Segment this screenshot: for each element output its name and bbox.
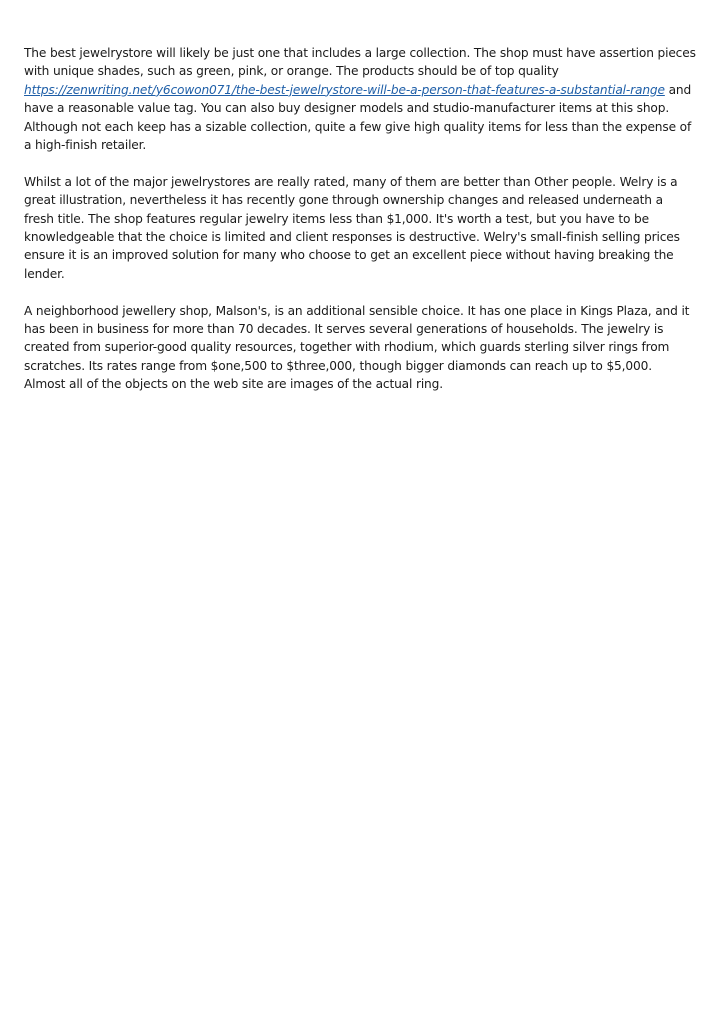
paragraph-1 <box>24 44 696 154</box>
paragraph-1-text-end: and have a reasonable value tag. You can also buy designer models and studio-manufacturer items at this shop. Although not each keep has a sizable collection, quite a few give high quality items for less than the expense of a high-finish retailer. <box>24 82 692 153</box>
paragraph-1-text-start: The best jewelrystore will likely be just one that includes a large collection. The shop must have assertion pieces with unique shades, such as green, pink, or orange. The products should be of top quality <box>24 46 696 79</box>
article-link[interactable]: https://zenwriting.net/y6cowon071/the-best-jewelrystore-will-be-a-person-that-features-a-substantial-range <box>24 82 665 97</box>
paragraph-3: A neighborhood jewellery shop, Malson's, is an additional sensible choice. It has one place in Kings Plaza, and it has been in business for more than 70 decades. It serves several generations of households. The jewelry is created from superior-good quality resources, together with rhodium, which guards sterling silver rings from scratches. Its rates range from $one,500 to $three,000, though bigger diamonds can reach up to $5,000. Almost all of the objects on the web site are images of the actual ring. <box>24 303 690 392</box>
paragraph-2: Whilst a lot of the major jewelrystores are really rated, many of them are better than Other people. Welry is a great illustration, nevertheless it has recently gone through ownership changes and released underneath a fresh title. The shop features regular jewelry items less than $1,000. It's worth a test, but you have to be knowledgeable that the choice is limited and client responses is destructive. Welry's small-finish selling prices ensure it is an improved solution for many who choose to get an excellent piece without having breaking the lender. <box>24 174 680 281</box>
document-body <box>24 44 696 412</box>
